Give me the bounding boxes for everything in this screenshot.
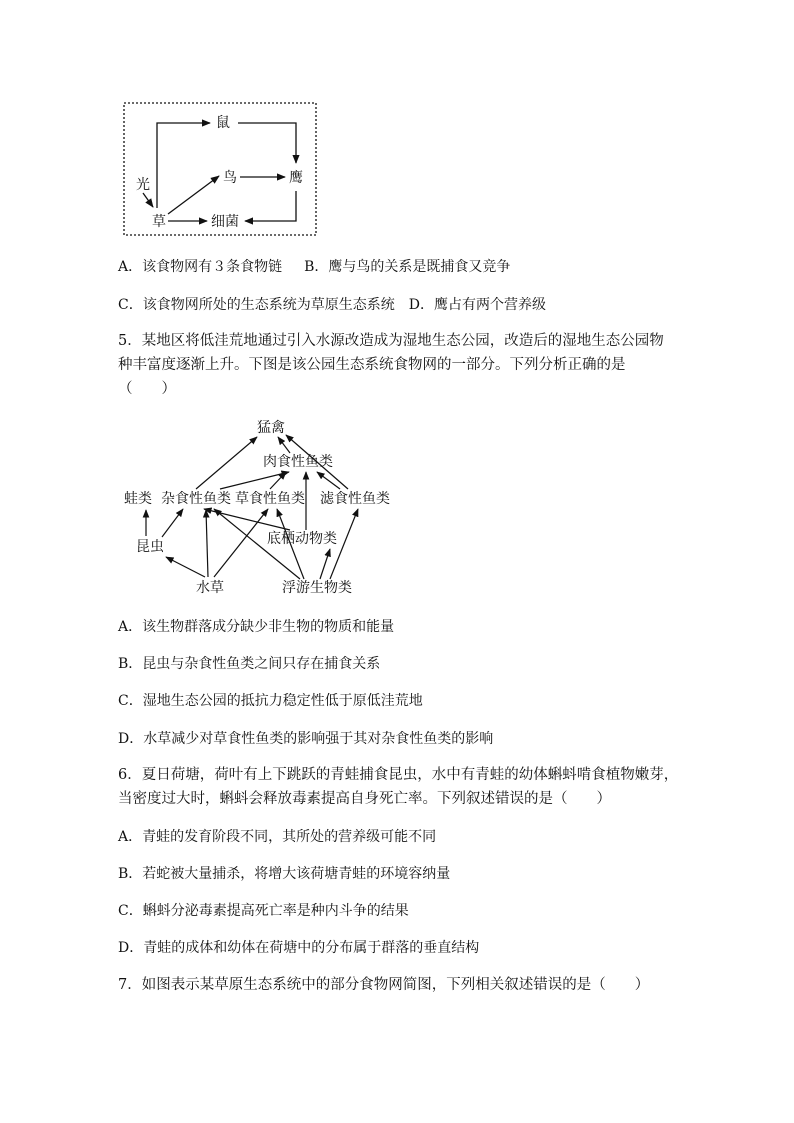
food-web-diagram-1 bbox=[124, 103, 316, 235]
arrow-carnivorous-raptor bbox=[278, 437, 290, 453]
q4-option-b: B．鹰与鸟的关系是既捕食又竞争 bbox=[304, 259, 511, 275]
q4-options-row-1 bbox=[118, 258, 510, 276]
food-web-diagram-2 bbox=[124, 420, 390, 596]
q4-option-d: D．鹰占有两个营养级 bbox=[408, 297, 546, 313]
q4-options-row-2 bbox=[118, 296, 546, 314]
node-omnivorous-fish: 杂食性鱼类 bbox=[161, 491, 231, 507]
node-benthic: 底栖动物类 bbox=[267, 531, 337, 547]
q5-option-a: A．该生物群落成分缺少非生物的物质和能量 bbox=[118, 619, 395, 635]
arrow-plant-insect bbox=[166, 557, 205, 577]
node-bird: 鸟 bbox=[223, 170, 237, 186]
arrow-grass-bird bbox=[168, 176, 219, 214]
node-light: 光 bbox=[136, 177, 150, 193]
arrow-mouse-hawk bbox=[238, 123, 296, 163]
q6-option-d: D．青蛙的成体和幼体在荷塘中的分布属于群落的垂直结构 bbox=[118, 940, 480, 956]
node-bacteria: 细菌 bbox=[211, 214, 239, 230]
node-herbivorous-fish: 草食性鱼类 bbox=[235, 491, 305, 507]
q5-option-d: D．水草减少对草食性鱼类的影响强于其对杂食性鱼类的影响 bbox=[118, 731, 494, 747]
arrow-grass-mouse bbox=[157, 123, 210, 208]
q5-option-c: C．湿地生态公园的抵抗力稳定性低于原低洼荒地 bbox=[118, 693, 423, 709]
arrow-omnivorous-raptor bbox=[196, 437, 257, 489]
arrow-insect-omnivorous bbox=[162, 509, 183, 537]
q7-stem: 7．如图表示某草原生态系统中的部分食物网简图，下列相关叙述错误的是（ ） bbox=[118, 977, 650, 993]
q4-option-a: A．该食物网有３条食物链 bbox=[118, 259, 283, 275]
q5-option-b: B．昆虫与杂食性鱼类之间只存在捕食关系 bbox=[118, 656, 381, 672]
arrow-plant-omnivorous bbox=[206, 510, 208, 577]
node-grass: 草 bbox=[152, 214, 166, 230]
q6-stem-line-1: 6．夏日荷塘，荷叶有上下跳跃的青蛙捕食昆虫，水中有青蛙的幼体蝌蚪啃食植物嫩芽， bbox=[118, 767, 679, 783]
arrow-light-grass bbox=[143, 193, 153, 207]
node-filter-fish: 滤食性鱼类 bbox=[320, 491, 390, 507]
q6-option-a: A．青蛙的发育阶段不同，其所处的营养级可能不同 bbox=[118, 829, 437, 845]
arrow-hawk-bacteria bbox=[245, 191, 296, 221]
node-plankton: 浮游生物类 bbox=[282, 580, 352, 596]
arrow-plant-herbivorous bbox=[214, 509, 268, 577]
node-mouse: 鼠 bbox=[216, 115, 230, 131]
node-hawk: 鹰 bbox=[289, 170, 303, 186]
q5-stem-line-2: 种丰富度逐渐上升。下图是该公园生态系统食物网的一部分。下列分析正确的是 bbox=[118, 357, 626, 373]
q6-option-c: C．蝌蚪分泌毒素提高死亡率是种内斗争的结果 bbox=[118, 903, 409, 919]
arrow-filter-carnivorous bbox=[317, 472, 340, 489]
q5-stem-line-3: （ ） bbox=[118, 381, 176, 397]
q5-stem-line-1: 5．某地区将低洼荒地通过引入水源改造成为湿地生态公园，改造后的湿地生态公园物 bbox=[118, 333, 664, 349]
node-insect: 昆虫 bbox=[136, 539, 164, 555]
q6-option-b: B．若蛇被大量捕杀，将增大该荷塘青蛙的环境容纳量 bbox=[118, 866, 451, 882]
arrow-plankton-benthic bbox=[320, 549, 330, 579]
node-carnivorous-fish: 肉食性鱼类 bbox=[263, 454, 333, 470]
node-frog: 蛙类 bbox=[124, 491, 152, 507]
q4-option-c: C．该食物网所处的生态系统为草原生态系统 bbox=[118, 297, 395, 313]
q6-stem-line-2: 当密度过大时，蝌蚪会释放毒素提高自身死亡率。下列叙述错误的是（ ） bbox=[118, 791, 611, 807]
node-raptor: 猛禽 bbox=[257, 420, 285, 436]
node-aquatic-plant: 水草 bbox=[196, 580, 224, 596]
arrow-benthic-omnivorous bbox=[204, 509, 290, 530]
